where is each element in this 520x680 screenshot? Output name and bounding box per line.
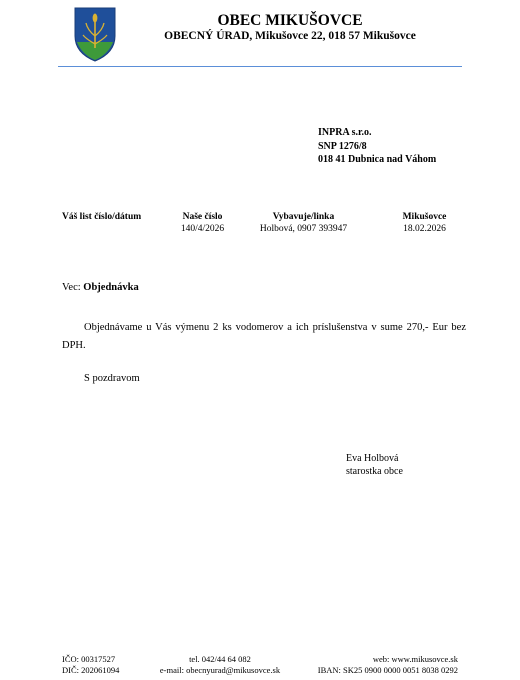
- ref-label: Vybavuje/linka: [272, 212, 335, 222]
- footer-email: e-mail: obecnyurad@mikusovce.sk: [159, 665, 281, 675]
- recipient-line: 018 41 Dubnica nad Váhom: [318, 154, 437, 165]
- ref-handled-by: [251, 211, 356, 235]
- recipient-address: [318, 126, 436, 167]
- footer-web: web: www.mikusovce.sk: [372, 654, 458, 664]
- footer-ico: IČO: 00317527: [62, 654, 116, 664]
- footer-ids: [62, 654, 119, 676]
- footer-contact: [145, 654, 295, 676]
- subject-text: Objednávka: [83, 282, 139, 293]
- ref-value: 140/4/2026: [180, 224, 225, 234]
- ref-place-date: [397, 211, 452, 235]
- ref-label: Naše číslo: [182, 212, 223, 222]
- footer-bank: [300, 654, 458, 676]
- footer-dic: DIČ: 202061094: [62, 665, 120, 675]
- footer-iban: IBAN: SK25 0900 0000 0051 8038 0292: [317, 665, 458, 675]
- subject-prefix: Vec:: [62, 282, 81, 293]
- municipality-title: OBEC MIKUŠOVCE: [217, 12, 363, 29]
- signature-block: [346, 452, 403, 478]
- ref-label: Váš list číslo/dátum: [62, 212, 142, 222]
- ref-label: Mikušovce: [402, 212, 447, 222]
- footer-phone: tel. 042/44 64 082: [189, 654, 251, 664]
- recipient-line: SNP 1276/8: [318, 140, 367, 152]
- ref-value: 18.02.2026: [403, 224, 446, 234]
- letter-greeting: S pozdravom: [84, 373, 140, 384]
- letter-body: Objednávame u Vás výmenu 2 ks vodomerov a ich príslušenstva v sume 270,- Eur bez DPH.: [62, 322, 466, 351]
- signatory-role: starostka obce: [346, 466, 403, 477]
- ref-our-number: [175, 211, 230, 235]
- signatory-name: Eva Holbová: [346, 453, 399, 464]
- header-divider: [58, 66, 462, 67]
- ref-value: Holbová, 0907 393947: [259, 224, 348, 234]
- ref-your-letter: [62, 211, 141, 223]
- letter-subject: [62, 282, 139, 293]
- office-address: OBECNÝ ÚRAD, Mikušovce 22, 018 57 Mikušovce: [164, 30, 416, 42]
- recipient-line: INPRA s.r.o.: [318, 127, 372, 138]
